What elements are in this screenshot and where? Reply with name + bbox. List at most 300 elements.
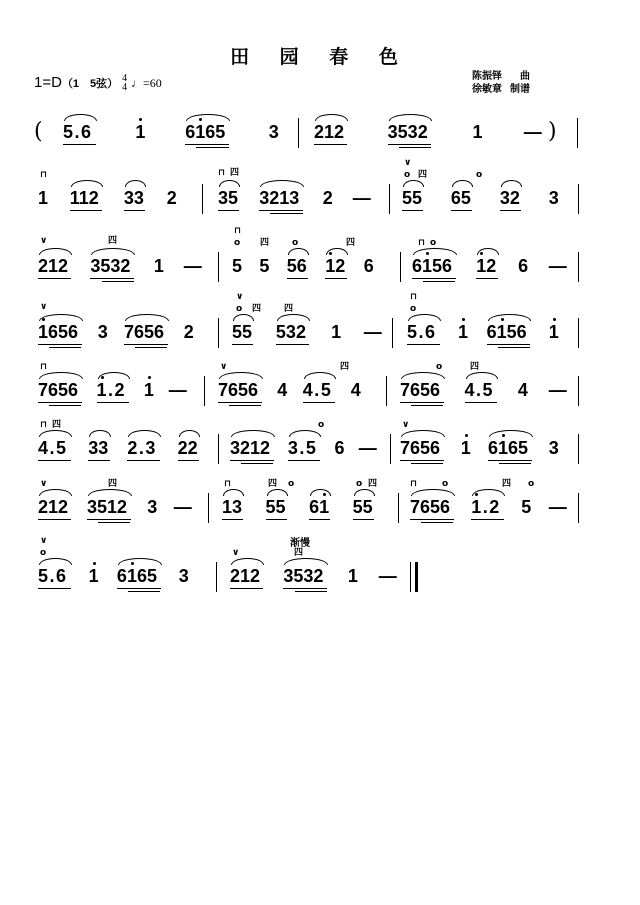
note-group: 61 — [309, 497, 329, 517]
beam-underline-double — [229, 405, 261, 406]
note-group: 61 65 — [117, 566, 157, 586]
slur-arc — [98, 372, 131, 379]
barline — [202, 184, 203, 214]
note-group: 3.5 — [287, 438, 316, 458]
beam-underline-double — [499, 463, 531, 464]
barline — [410, 562, 411, 592]
beam-underline — [230, 460, 274, 461]
bowing-mark: o — [40, 548, 47, 558]
note-group: 13 — [222, 497, 243, 517]
notation-line — [0, 158, 640, 248]
note-group: 2 — [322, 188, 333, 208]
note-group: 61 65 — [185, 122, 225, 142]
beam-underline — [325, 278, 346, 279]
beam-underline-double — [423, 281, 455, 282]
note-group: 56 — [286, 256, 307, 276]
bowing-mark: ∨ — [236, 292, 244, 302]
note-group: 33 — [88, 438, 109, 458]
note-group: 5.6 — [407, 322, 436, 342]
slur-arc — [288, 248, 309, 255]
high-note: 1 — [195, 122, 205, 142]
high-octave-dot — [465, 434, 468, 437]
high-note: 1 — [38, 322, 48, 342]
high-note: 1 — [471, 497, 481, 517]
beam-underline — [476, 278, 497, 279]
bowing-mark: o — [234, 238, 241, 248]
slur-arc — [89, 430, 110, 437]
score-title: 田 园 春 色 — [230, 46, 410, 68]
note-group: 2 — [166, 188, 177, 208]
barline — [298, 118, 299, 148]
beam-underline-double — [128, 591, 160, 592]
note-group: 5 — [232, 256, 243, 276]
high-octave-dot — [139, 118, 142, 121]
slur-arc — [64, 114, 97, 121]
note-group: 3 — [268, 122, 279, 142]
barline — [578, 434, 579, 464]
high-note: 1 — [461, 438, 471, 458]
note-group: 3 — [97, 322, 108, 342]
beam-underline — [471, 519, 504, 520]
note-group — [364, 322, 382, 342]
beam-underline — [402, 210, 423, 211]
beam-underline — [303, 402, 336, 403]
bowing-mark: ∨ — [40, 236, 48, 246]
bowing-mark: 四 — [470, 362, 480, 372]
note-group: 61 65 — [488, 438, 528, 458]
note-group: 55 — [265, 497, 286, 517]
dash: — — [358, 438, 377, 458]
bowing-mark: o — [436, 362, 443, 372]
note-group — [524, 122, 542, 142]
high-note: 1 — [319, 497, 329, 517]
beam-underline — [38, 588, 71, 589]
slur-arc — [91, 248, 135, 255]
note-group: 7656 — [410, 497, 451, 517]
beam-underline — [451, 210, 472, 211]
bowing-mark: 四 — [260, 238, 270, 248]
transcriber: 徐敏章 — [472, 84, 502, 95]
barline — [578, 493, 579, 523]
note-group: 1 — [347, 566, 358, 586]
slur-arc — [186, 114, 230, 121]
note-group: 4 — [517, 380, 528, 400]
dash: — — [548, 256, 567, 276]
bowing-mark: o — [430, 238, 437, 248]
note-group: 7656 — [124, 322, 165, 342]
slur-arc — [39, 248, 72, 255]
bowing-mark: 四 — [108, 236, 118, 246]
beam-underline — [90, 278, 134, 279]
beam-underline-double — [49, 347, 81, 348]
beam-underline — [87, 519, 131, 520]
open-parenthesis: ( — [34, 119, 43, 144]
slur-arc — [315, 114, 348, 121]
beam-underline-double — [49, 405, 81, 406]
bowing-mark: 四 — [294, 548, 304, 558]
beam-underline — [185, 144, 229, 145]
dot-rhythm: . — [418, 322, 424, 342]
barline — [218, 318, 219, 348]
slur-arc — [472, 489, 505, 496]
note-group: 1 656 — [38, 322, 78, 342]
note-group: 55 — [352, 497, 373, 517]
bowing-mark: o — [236, 304, 243, 314]
bowing-mark: ⊓ — [40, 362, 48, 372]
note-group — [549, 256, 567, 276]
bowing-mark: o — [528, 479, 535, 489]
note-group: 4.5 — [464, 380, 493, 400]
bowing-mark: 四 — [340, 362, 350, 372]
bowing-mark: ∨ — [402, 420, 410, 430]
beam-underline — [353, 519, 374, 520]
bowing-mark: 四 — [268, 479, 278, 489]
high-note: 1 — [325, 256, 335, 276]
note-group: 212 — [38, 497, 69, 517]
beam-underline-double — [421, 522, 453, 523]
note-group — [174, 497, 192, 517]
credits — [472, 70, 530, 96]
note-group: 3532 — [387, 122, 428, 142]
slur-arc — [39, 314, 83, 321]
beam-underline-double — [98, 522, 130, 523]
note-group — [549, 380, 567, 400]
tempo-marking: ♩=60 — [130, 76, 162, 90]
barline — [392, 318, 393, 348]
transcriber-line — [472, 83, 530, 96]
high-note: 1 — [549, 322, 559, 342]
note-group: 5.6 — [38, 566, 67, 586]
high-note: 1 — [135, 122, 145, 142]
beam-underline-double — [295, 591, 327, 592]
bowing-mark: ⊓ — [418, 238, 426, 248]
dash: — — [548, 497, 567, 517]
note-group: 1 .2 — [97, 380, 125, 400]
beam-underline — [259, 210, 303, 211]
bowing-mark: o — [476, 170, 483, 180]
note-group — [169, 380, 187, 400]
dot-rhythm: . — [138, 438, 144, 458]
dash: — — [378, 566, 397, 586]
note-group: 1 2 — [325, 256, 345, 276]
slur-arc — [284, 558, 328, 565]
time-sig-top: 4 — [122, 73, 128, 85]
dash: — — [352, 188, 371, 208]
note-group: 55 — [232, 322, 253, 342]
notation-line — [0, 226, 640, 316]
barline — [389, 184, 390, 214]
note-group: 212 — [314, 122, 345, 142]
composer: 陈振铎 — [472, 71, 502, 82]
beam-underline — [38, 402, 82, 403]
beam-underline-double — [102, 281, 134, 282]
slur-arc — [466, 372, 499, 379]
beam-underline-double — [135, 347, 167, 348]
dash: — — [173, 497, 192, 517]
barline — [218, 252, 219, 282]
note-group: 22 — [177, 438, 198, 458]
notation-line — [0, 479, 640, 557]
beam-underline — [38, 344, 82, 345]
slur-arc — [219, 372, 263, 379]
slur-arc — [39, 558, 72, 565]
note-group: 32 — [499, 188, 520, 208]
beam-underline — [465, 402, 498, 403]
beam-underline — [412, 278, 456, 279]
slur-arc — [39, 372, 83, 379]
note-group: 212 — [230, 566, 261, 586]
slur-arc — [411, 489, 455, 496]
slur-arc — [231, 430, 275, 437]
beam-underline — [276, 344, 309, 345]
note-group: 3 — [147, 497, 158, 517]
note-group: 5.6 — [63, 122, 92, 142]
dot-rhythm: . — [49, 566, 55, 586]
beam-underline-double — [411, 463, 443, 464]
bowing-mark: ∨ — [220, 362, 228, 372]
bowing-mark: o — [404, 170, 411, 180]
time-sig-bottom: 4 — [122, 82, 128, 94]
note-group: 112 — [69, 188, 99, 208]
barline — [208, 493, 209, 523]
beam-underline — [218, 402, 262, 403]
note-group: 2.3 — [127, 438, 156, 458]
note-group: 61 56 — [487, 322, 527, 342]
dash: — — [183, 256, 202, 276]
barline — [216, 562, 217, 592]
tuning-label: （1 5弦） — [61, 78, 119, 90]
beam-underline — [218, 210, 239, 211]
high-octave-dot — [93, 562, 96, 565]
beam-underline-double — [241, 463, 273, 464]
tempo-change-marking: 渐慢 — [290, 538, 310, 549]
slur-arc — [39, 489, 72, 496]
note-group — [379, 566, 397, 586]
beam-underline — [63, 144, 96, 145]
beam-underline — [124, 210, 145, 211]
bowing-mark: o — [292, 238, 299, 248]
slur-arc — [326, 248, 347, 255]
beam-underline — [314, 144, 347, 145]
high-octave-dot — [148, 376, 151, 379]
beam-underline — [410, 519, 454, 520]
beam-underline — [97, 402, 130, 403]
barline — [218, 434, 219, 464]
beam-underline — [124, 344, 168, 345]
slur-arc — [477, 248, 498, 255]
beam-underline — [38, 519, 71, 520]
slur-arc — [39, 430, 72, 437]
note-group: 1 .2 — [471, 497, 499, 517]
note-group — [89, 566, 99, 586]
note-group: 5 — [259, 256, 270, 276]
note-group: 532 — [275, 322, 306, 342]
bowing-mark: ∨ — [40, 536, 48, 546]
bowing-mark: o — [410, 304, 417, 314]
slur-arc — [489, 430, 533, 437]
note-group: 33 — [123, 188, 144, 208]
bowing-mark: ∨ — [232, 548, 240, 558]
bowing-mark: 四 — [252, 304, 262, 314]
barline — [204, 376, 205, 406]
dot-rhythm: . — [299, 438, 305, 458]
note-group: 6 — [334, 438, 345, 458]
composer-line — [472, 70, 530, 83]
high-note: 1 — [476, 256, 486, 276]
bowing-mark: o — [288, 479, 295, 489]
high-note: 1 — [422, 256, 432, 276]
beam-underline — [117, 588, 161, 589]
bowing-mark: ⊓ — [40, 170, 48, 180]
note-group: 35 — [218, 188, 239, 208]
note-group — [549, 497, 567, 517]
bowing-mark: ∨ — [40, 302, 48, 312]
key-signature-line — [34, 74, 162, 92]
slur-arc — [277, 314, 310, 321]
bowing-mark: ∨ — [404, 158, 412, 168]
dash: — — [523, 122, 542, 142]
barline — [578, 376, 579, 406]
bowing-mark: ⊓ — [224, 479, 232, 489]
high-note: 1 — [127, 566, 137, 586]
bowing-mark: o — [442, 479, 449, 489]
note-group: 1 2 — [476, 256, 496, 276]
high-octave-dot — [553, 318, 556, 321]
transcriber-role: 制谱 — [510, 84, 530, 95]
note-group: 5 — [521, 497, 532, 517]
slur-arc — [88, 489, 132, 496]
note-group: 3213 — [259, 188, 300, 208]
beam-underline-double — [411, 405, 443, 406]
beam-underline — [288, 460, 321, 461]
slur-arc — [125, 314, 169, 321]
slur-arc — [267, 489, 288, 496]
key-label: 1=D — [34, 74, 62, 91]
bowing-mark: ∨ — [40, 479, 48, 489]
beam-underline — [309, 519, 330, 520]
dot-rhythm: . — [476, 380, 482, 400]
time-signature — [122, 74, 127, 92]
dot-rhythm: . — [49, 438, 55, 458]
bowing-mark: 四 — [230, 168, 240, 178]
beam-underline-double — [196, 147, 228, 148]
note-group: 3512 — [87, 497, 128, 517]
slur-arc — [179, 430, 200, 437]
note-group — [184, 256, 202, 276]
beam-underline-double — [498, 347, 530, 348]
high-note: 1 — [498, 438, 508, 458]
dot-rhythm: . — [74, 122, 80, 142]
beam-underline — [500, 210, 521, 211]
beam-underline — [487, 344, 531, 345]
beam-underline — [232, 344, 253, 345]
beam-underline — [222, 519, 243, 520]
bowing-mark: 四 — [346, 238, 356, 248]
dot-rhythm: . — [314, 380, 320, 400]
beam-underline — [88, 460, 109, 461]
bowing-mark: 四 — [52, 420, 62, 430]
high-note: 1 — [97, 380, 107, 400]
bowing-mark: ⊓ — [218, 168, 226, 178]
note-group — [458, 322, 468, 342]
note-group: 1 — [38, 188, 49, 208]
close-parenthesis: ) — [548, 119, 557, 144]
beam-underline — [178, 460, 199, 461]
note-group: 4 — [350, 380, 361, 400]
note-group: 7656 — [400, 380, 441, 400]
barline — [577, 118, 578, 148]
barline — [415, 562, 418, 592]
note-group: 55 — [402, 188, 423, 208]
note-group: 7656 — [38, 380, 79, 400]
slur-arc — [413, 248, 457, 255]
beam-underline-double — [399, 147, 431, 148]
note-group: 3212 — [230, 438, 271, 458]
high-note: 1 — [89, 566, 99, 586]
note-group: 61 56 — [412, 256, 452, 276]
beam-underline — [400, 460, 444, 461]
note-group: 1 — [153, 256, 164, 276]
beam-underline — [127, 460, 160, 461]
barline — [390, 434, 391, 464]
note-group — [353, 188, 371, 208]
bowing-mark: o — [356, 479, 363, 489]
beam-underline — [70, 210, 103, 211]
note-group: 4.5 — [38, 438, 67, 458]
slur-arc — [354, 489, 375, 496]
note-group: 6 — [518, 256, 529, 276]
dash: — — [548, 380, 567, 400]
barline — [578, 184, 579, 214]
beam-underline — [488, 460, 532, 461]
bowing-mark: ⊓ — [40, 420, 48, 430]
note-group: 4 — [277, 380, 288, 400]
high-note: 1 — [497, 322, 507, 342]
beam-underline — [266, 519, 287, 520]
bowing-mark: 四 — [108, 479, 118, 489]
note-group: 212 — [38, 256, 69, 276]
barline — [386, 376, 387, 406]
barline — [400, 252, 401, 282]
slur-arc — [231, 558, 264, 565]
note-group — [144, 380, 154, 400]
slur-arc — [408, 314, 441, 321]
beam-underline — [287, 278, 308, 279]
bowing-mark: 四 — [368, 479, 378, 489]
bowing-mark: ⊓ — [410, 479, 418, 489]
dot-rhythm: . — [108, 380, 114, 400]
beam-underline — [388, 144, 432, 145]
note-group — [461, 438, 471, 458]
high-note: 1 — [458, 322, 468, 342]
slur-arc — [260, 180, 304, 187]
slur-arc — [389, 114, 433, 121]
note-group: 6 — [363, 256, 374, 276]
note-group: 3532 — [90, 256, 131, 276]
note-group: 65 — [450, 188, 471, 208]
bowing-mark: o — [318, 420, 325, 430]
bowing-mark: 四 — [418, 170, 428, 180]
beam-underline — [283, 588, 327, 589]
note-group: 1 — [472, 122, 483, 142]
note-group: 3 — [548, 188, 559, 208]
high-note: 1 — [144, 380, 154, 400]
barline — [578, 252, 579, 282]
dash: — — [168, 380, 187, 400]
note-group — [135, 122, 145, 142]
bowing-mark: ⊓ — [234, 226, 242, 236]
composer-role: 曲 — [520, 71, 530, 82]
